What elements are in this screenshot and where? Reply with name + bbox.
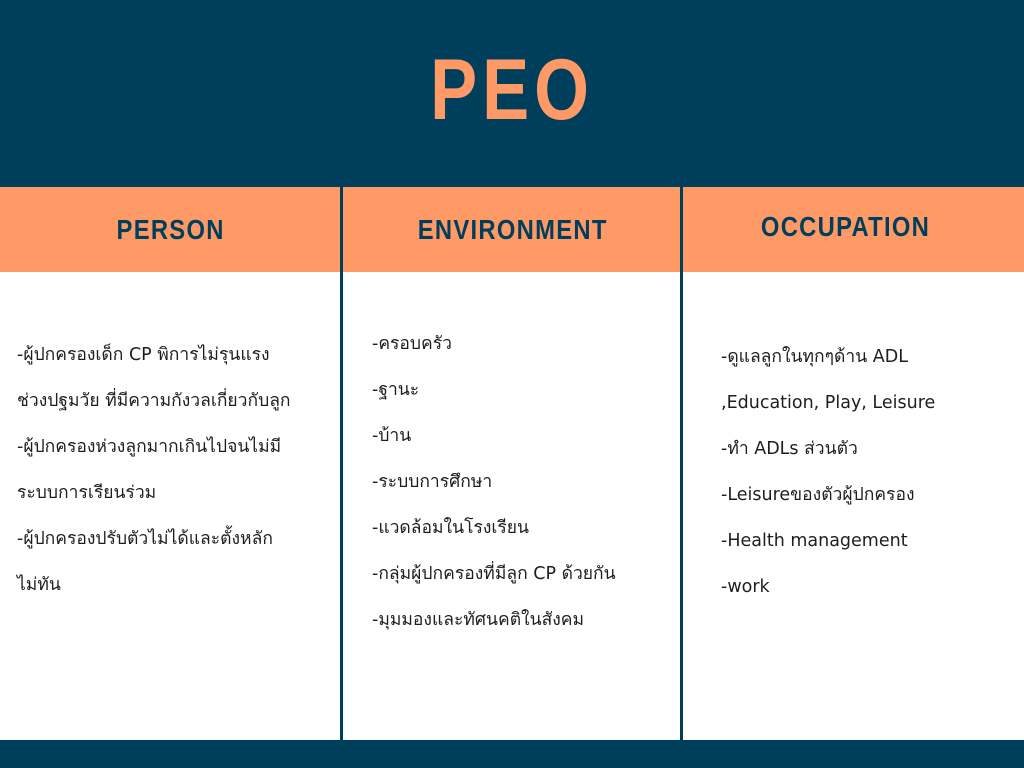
list-item: ไม่ทัน [17, 575, 61, 595]
list-item: -ผู้ปกครองเด็ก CP พิการไม่รุนแรง [17, 345, 270, 365]
environment-heading-label: ENVIRONMENT [417, 213, 608, 245]
person-heading [0, 187, 341, 272]
list-item: -Leisureของตัวผู้ปกครอง [721, 485, 915, 505]
list-item: -ฐานะ [372, 380, 420, 400]
occupation-heading-label: OCCUPATION [761, 210, 931, 242]
list-item: -ครอบครัว [372, 334, 452, 354]
list-item: -ผู้ปกครองห่วงลูกมากเกินไปจนไม่มี [17, 437, 282, 457]
occupation-heading [684, 184, 1008, 269]
list-item: -Health management [721, 531, 908, 551]
list-item: -work [721, 577, 770, 597]
list-item: -กลุ่มผู้ปกครองที่มีลูก CP ด้วยกัน [372, 564, 616, 584]
footer-bar [0, 740, 1024, 768]
environment-column [372, 321, 677, 643]
list-item: ช่วงปฐมวัย ที่มีความกังวลเกี่ยวกับลูก [17, 391, 291, 411]
environment-heading [344, 187, 681, 272]
column-divider-1 [340, 187, 343, 740]
list-item: -ระบบการศึกษา [372, 472, 493, 492]
list-item: -ทำ ADLs ส่วนตัว [721, 439, 858, 459]
person-column [17, 332, 335, 608]
column-divider-2 [680, 187, 683, 740]
list-item: -แวดล้อมในโรงเรียน [372, 518, 530, 538]
list-item: -บ้าน [372, 426, 412, 446]
page-title: PEO [430, 42, 594, 138]
person-heading-label: PERSON [116, 213, 225, 245]
occupation-column [721, 334, 1016, 610]
list-item: ระบบการเรียนร่วม [17, 483, 157, 503]
list-item: -ผู้ปกครองปรับตัวไม่ได้และตั้งหลัก [17, 529, 273, 549]
list-item: -มุมมองและทัศนคติในสังคม [372, 610, 585, 630]
list-item: ,Education, Play, Leisure [721, 393, 936, 413]
list-item: -ดูแลลูกในทุกๆด้าน ADL [721, 347, 908, 367]
